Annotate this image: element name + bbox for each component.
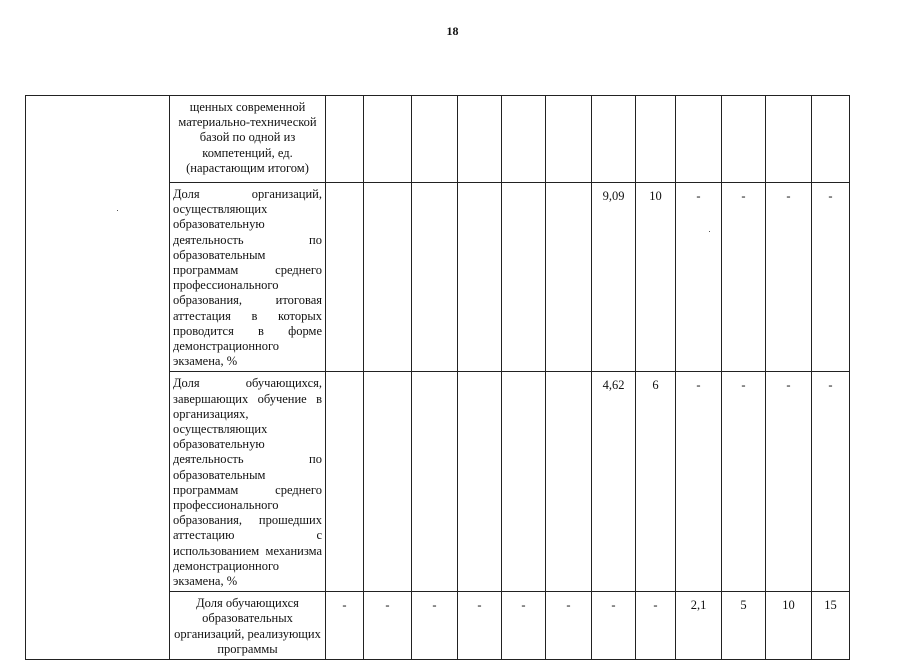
value-cell xyxy=(326,183,364,372)
value-cell xyxy=(722,96,766,183)
value-cell xyxy=(546,183,592,372)
value-cell: - xyxy=(326,592,364,660)
value-cell xyxy=(326,96,364,183)
value-cell: 10 xyxy=(636,183,676,372)
value-cell: - xyxy=(546,592,592,660)
empty-left-column xyxy=(26,96,170,660)
value-cell xyxy=(766,96,812,183)
value-cell: - xyxy=(364,592,412,660)
value-cell: - xyxy=(722,372,766,592)
value-cell: - xyxy=(722,183,766,372)
value-cell xyxy=(326,372,364,592)
value-cell xyxy=(458,96,502,183)
value-cell: - xyxy=(812,372,850,592)
value-cell xyxy=(364,372,412,592)
value-cell xyxy=(364,96,412,183)
value-cell xyxy=(412,372,458,592)
value-cell: 2,1 xyxy=(676,592,722,660)
value-cell: - xyxy=(766,183,812,372)
value-cell xyxy=(458,183,502,372)
value-cell: - xyxy=(676,183,722,372)
value-cell xyxy=(364,183,412,372)
value-cell: - xyxy=(676,372,722,592)
row-description: Доля обучающихся образовательных организаций, реализующих программы xyxy=(170,592,326,660)
indicators-table xyxy=(25,95,850,660)
value-cell xyxy=(546,372,592,592)
row-description: Доля обучающихся, завершающих обучение в организациях, осуществляющих образовательную деятельность по образовательным программам среднего профессионального образования, прошедших аттестацию с использованием механизма демонстрационного экзамена, % xyxy=(170,372,326,592)
value-cell xyxy=(502,96,546,183)
value-cell: 4,62 xyxy=(592,372,636,592)
value-cell: - xyxy=(812,183,850,372)
value-cell xyxy=(502,372,546,592)
scan-speck xyxy=(709,231,710,232)
value-cell: - xyxy=(766,372,812,592)
value-cell xyxy=(546,96,592,183)
value-cell xyxy=(592,96,636,183)
value-cell xyxy=(458,372,502,592)
value-cell: - xyxy=(502,592,546,660)
value-cell: 15 xyxy=(812,592,850,660)
value-cell xyxy=(676,96,722,183)
value-cell: 9,09 xyxy=(592,183,636,372)
value-cell: - xyxy=(636,592,676,660)
scan-speck xyxy=(117,210,118,211)
value-cell: - xyxy=(412,592,458,660)
page-number: 18 xyxy=(446,24,459,38)
value-cell: - xyxy=(458,592,502,660)
value-cell xyxy=(812,96,850,183)
value-cell xyxy=(502,183,546,372)
value-cell: 10 xyxy=(766,592,812,660)
value-cell: - xyxy=(592,592,636,660)
value-cell xyxy=(636,96,676,183)
table-row xyxy=(26,96,850,183)
value-cell: 6 xyxy=(636,372,676,592)
value-cell xyxy=(412,96,458,183)
value-cell xyxy=(412,183,458,372)
row-description: Доля организаций, осуществляющих образовательную деятельность по образовательным программам среднего профессионального образования, итоговая аттестация в которых проводится в форме демонстрационного экзамена, % xyxy=(170,183,326,372)
value-cell: 5 xyxy=(722,592,766,660)
row-description: щенных современной материально-технической базой по одной из компетенций, ед. (нарастающим итогом) xyxy=(170,96,326,183)
